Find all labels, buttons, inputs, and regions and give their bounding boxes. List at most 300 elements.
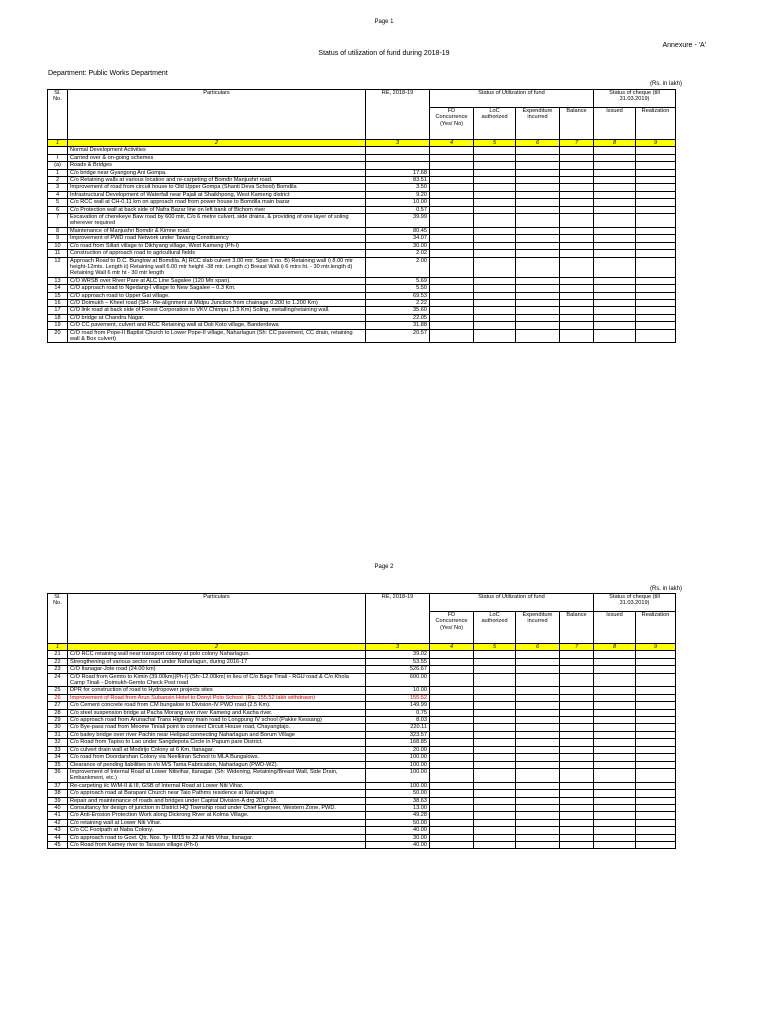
empty-cell — [474, 191, 516, 198]
empty-cell — [474, 841, 516, 848]
empty-cell — [430, 709, 474, 716]
empty-cell — [430, 702, 474, 709]
empty-cell — [516, 314, 560, 321]
empty-cell — [474, 277, 516, 284]
empty-cell — [560, 285, 594, 292]
empty-cell — [516, 717, 560, 724]
empty-cell — [430, 731, 474, 738]
header-status-fund: Status of Utilization of fund — [430, 90, 594, 108]
empty-cell — [430, 292, 474, 299]
row-particulars: C/O Doimukh – Kheel road (SH:- Re-alignment at Midpu Junction from chainage 0.200 to 1.200 Km) — [68, 299, 366, 306]
empty-cell — [560, 761, 594, 768]
empty-cell — [430, 687, 474, 694]
table-row — [48, 666, 676, 673]
empty-cell — [636, 797, 676, 804]
row-particulars: Clearance of pending liabilities in r/o M/S Tama Fabrication, Naharlagun (PWD-WZ). — [68, 761, 366, 768]
empty-cell — [560, 702, 594, 709]
empty-cell — [594, 790, 636, 797]
table-row — [48, 694, 676, 701]
row-particulars: C/O Itanagar-Jote road (24.00 km) — [68, 666, 366, 673]
empty-cell — [636, 841, 676, 848]
empty-cell — [594, 739, 636, 746]
empty-cell — [474, 666, 516, 673]
empty-cell — [594, 827, 636, 834]
empty-cell — [560, 782, 594, 789]
empty-cell — [560, 812, 594, 819]
row-re-value: 13.00 — [366, 804, 430, 811]
header-particulars: Particulars — [68, 594, 366, 644]
row-particulars: Improvement of Road from Arun Subansiri Hotel to Donyi Polo School. (Rs. 155.52 lakh withdrawn) — [68, 694, 366, 701]
row-sl-no: 36 — [48, 768, 68, 782]
table-row — [48, 184, 676, 191]
empty-cell — [474, 314, 516, 321]
empty-cell — [474, 834, 516, 841]
row-re-value: 40.00 — [366, 841, 430, 848]
empty-cell — [430, 768, 474, 782]
empty-cell — [560, 250, 594, 257]
section-row: (a) Roads & Bridges — [48, 162, 676, 169]
empty-cell — [474, 754, 516, 761]
row-sl-no: 35 — [48, 761, 68, 768]
empty-cell — [430, 834, 474, 841]
row-sl-no: 20 — [48, 329, 68, 343]
table-row — [48, 812, 676, 819]
empty-cell — [594, 191, 636, 198]
empty-cell — [430, 790, 474, 797]
table-row — [48, 177, 676, 184]
page-number: Page 2 — [374, 564, 394, 570]
table-row — [48, 314, 676, 321]
row-sl-no: 39 — [48, 797, 68, 804]
table-row — [48, 307, 676, 314]
empty-cell — [594, 250, 636, 257]
empty-cell — [594, 687, 636, 694]
row-sl-no: 2 — [48, 177, 68, 184]
row-sl-no: 6 — [48, 206, 68, 213]
row-sl-no: 11 — [48, 250, 68, 257]
empty-cell — [560, 739, 594, 746]
empty-cell — [430, 169, 474, 176]
empty-cell — [430, 724, 474, 731]
empty-cell — [430, 307, 474, 314]
row-re-value: 50.00 — [366, 819, 430, 826]
row-sl-no: 14 — [48, 285, 68, 292]
empty-cell — [594, 694, 636, 701]
row-particulars: Maintenance of Manjushri Bomdir & Kimne road. — [68, 227, 366, 234]
empty-cell — [594, 754, 636, 761]
empty-cell — [516, 731, 560, 738]
empty-cell — [516, 292, 560, 299]
empty-cell — [560, 227, 594, 234]
row-particulars: Infrastructural Development of Waterfall near Pajali at Shaikhpong, West Kameng district — [68, 191, 366, 198]
empty-cell — [516, 329, 560, 343]
table-row — [48, 673, 676, 687]
empty-cell — [636, 717, 676, 724]
empty-cell — [430, 746, 474, 753]
row-re-value: 0.57 — [366, 206, 430, 213]
index-cell: 6 — [516, 140, 560, 147]
row-particulars: C/o CC Footpath at Naba Colony. — [68, 827, 366, 834]
empty-cell — [594, 702, 636, 709]
row-re-value: 30.00 — [366, 242, 430, 249]
empty-cell — [474, 285, 516, 292]
empty-cell — [516, 746, 560, 753]
empty-cell — [636, 827, 676, 834]
empty-cell — [560, 329, 594, 343]
empty-cell — [430, 739, 474, 746]
empty-cell — [560, 292, 594, 299]
empty-cell — [560, 651, 594, 658]
empty-cell — [474, 804, 516, 811]
header-balance: Balance — [560, 612, 594, 644]
row-re-value: 155.52 — [366, 694, 430, 701]
empty-cell — [430, 250, 474, 257]
table-row — [48, 322, 676, 329]
empty-cell — [430, 214, 474, 228]
index-cell: 1 — [48, 644, 68, 651]
header-sl-no: Sl. No. — [48, 90, 68, 140]
empty-cell — [516, 761, 560, 768]
table-row — [48, 250, 676, 257]
table-row — [48, 191, 676, 198]
empty-cell — [474, 812, 516, 819]
empty-cell — [430, 694, 474, 701]
row-sl-no: 22 — [48, 658, 68, 665]
empty-cell — [594, 834, 636, 841]
empty-cell — [636, 214, 676, 228]
empty-cell — [560, 731, 594, 738]
empty-cell — [636, 285, 676, 292]
empty-cell — [430, 782, 474, 789]
empty-cell — [636, 761, 676, 768]
empty-cell — [474, 227, 516, 234]
empty-cell — [474, 184, 516, 191]
empty-cell — [636, 191, 676, 198]
row-sl-no: 24 — [48, 673, 68, 687]
row-sl-no: 31 — [48, 731, 68, 738]
table-row — [48, 329, 676, 343]
row-sl-no: 34 — [48, 754, 68, 761]
empty-cell — [636, 206, 676, 213]
row-particulars: C/o approach road to Govt. Qtr. Nos. Ty- III/15 to 22 at Niti Vihar, Itanagar. — [68, 834, 366, 841]
empty-cell — [430, 235, 474, 242]
empty-cell — [636, 227, 676, 234]
empty-cell — [636, 277, 676, 284]
empty-cell — [474, 214, 516, 228]
index-cell: 8 — [594, 140, 636, 147]
annexure-label: Annexure - 'A' — [662, 42, 706, 49]
table-row — [48, 257, 676, 277]
empty-cell — [430, 177, 474, 184]
empty-cell — [594, 299, 636, 306]
empty-cell — [430, 761, 474, 768]
empty-cell — [474, 257, 516, 277]
empty-cell — [516, 819, 560, 826]
row-particulars: C/O road from Pope-II Baptist Church to Lower Pope-II village, Naharlagun (Sh: CC pavement, CC drain, retaining wall & Box culvert) — [68, 329, 366, 343]
empty-cell — [474, 250, 516, 257]
empty-cell — [636, 307, 676, 314]
empty-cell — [474, 746, 516, 753]
row-sl-no: 23 — [48, 666, 68, 673]
empty-cell — [636, 782, 676, 789]
empty-cell — [560, 819, 594, 826]
empty-cell — [430, 329, 474, 343]
empty-cell — [560, 199, 594, 206]
empty-cell — [560, 724, 594, 731]
empty-cell — [636, 257, 676, 277]
row-re-value: 149.99 — [366, 702, 430, 709]
empty-cell — [474, 199, 516, 206]
empty-cell — [560, 804, 594, 811]
empty-cell — [636, 651, 676, 658]
empty-cell — [516, 804, 560, 811]
empty-cell — [636, 754, 676, 761]
empty-cell — [594, 257, 636, 277]
row-re-value: 20.00 — [366, 746, 430, 753]
header-realization: Realization — [636, 108, 676, 140]
row-sl-no: 40 — [48, 804, 68, 811]
empty-cell — [474, 169, 516, 176]
empty-cell — [430, 227, 474, 234]
header-balance: Balance — [560, 108, 594, 140]
empty-cell — [516, 702, 560, 709]
table-row — [48, 797, 676, 804]
empty-cell — [516, 790, 560, 797]
empty-cell — [560, 277, 594, 284]
empty-cell — [636, 673, 676, 687]
empty-cell — [430, 257, 474, 277]
index-cell: 3 — [366, 140, 430, 147]
empty-cell — [636, 790, 676, 797]
row-sl-no: 45 — [48, 841, 68, 848]
empty-cell — [636, 731, 676, 738]
row-sl-no: 15 — [48, 292, 68, 299]
empty-cell — [594, 819, 636, 826]
empty-cell — [430, 673, 474, 687]
empty-cell — [560, 322, 594, 329]
empty-cell — [474, 242, 516, 249]
empty-cell — [594, 797, 636, 804]
row-sl-no: 37 — [48, 782, 68, 789]
empty-cell — [474, 177, 516, 184]
row-sl-no: 13 — [48, 277, 68, 284]
empty-cell — [636, 724, 676, 731]
empty-cell — [516, 214, 560, 228]
row-re-value: 50.00 — [366, 790, 430, 797]
table-row — [48, 717, 676, 724]
empty-cell — [560, 687, 594, 694]
row-particulars: C/O CC pavement, culvert and RCC Retaining wall at Doli Koto village, Banderdewa — [68, 322, 366, 329]
table-row — [48, 206, 676, 213]
table-row — [48, 782, 676, 789]
row-sl-no: 16 — [48, 299, 68, 306]
empty-cell — [560, 257, 594, 277]
empty-cell — [560, 709, 594, 716]
table-row — [48, 169, 676, 176]
empty-cell — [560, 191, 594, 198]
empty-cell — [474, 307, 516, 314]
header-status-cheque: Status of cheque (till 31.03.2019) — [594, 594, 676, 612]
table-row — [48, 709, 676, 716]
row-particulars: C/O Road from Gemto to Kimin (39.00km)(Ph-I) (Sh:-12.00km) in lieu of C/o Bage Tinali - RGU road & C/o Khola Camp Tinali - Doimukh-Gemto Check Post road — [68, 673, 366, 687]
empty-cell — [636, 177, 676, 184]
page-1 — [0, 0, 768, 500]
empty-cell — [560, 746, 594, 753]
row-sl-no: 12 — [48, 257, 68, 277]
empty-cell — [560, 299, 594, 306]
empty-cell — [516, 285, 560, 292]
empty-cell — [636, 702, 676, 709]
header-re: RE, 2018-19 — [366, 594, 430, 644]
table-row — [48, 819, 676, 826]
index-cell: 8 — [594, 644, 636, 651]
empty-cell — [594, 658, 636, 665]
empty-cell — [594, 235, 636, 242]
table-row — [48, 702, 676, 709]
row-re-value: 22.05 — [366, 314, 430, 321]
table-row — [48, 687, 676, 694]
empty-cell — [560, 169, 594, 176]
empty-cell — [594, 199, 636, 206]
empty-cell — [594, 314, 636, 321]
empty-cell — [474, 206, 516, 213]
table-row — [48, 299, 676, 306]
header-issued: Issued — [594, 612, 636, 644]
row-particulars: C/o Road from Tapiso to Lao under Sangdepota Circle in Papum pare District. — [68, 739, 366, 746]
empty-cell — [516, 841, 560, 848]
empty-cell — [594, 782, 636, 789]
row-sl-no: 1 — [48, 169, 68, 176]
section-row: I Carried over & on-going schemes — [48, 154, 676, 161]
table-row — [48, 746, 676, 753]
empty-cell — [594, 307, 636, 314]
empty-cell — [430, 841, 474, 848]
fund-table-page-2 — [47, 593, 676, 849]
row-sl-no: 19 — [48, 322, 68, 329]
row-re-value: 34.07 — [366, 235, 430, 242]
empty-cell — [560, 797, 594, 804]
row-sl-no: 43 — [48, 827, 68, 834]
empty-cell — [516, 827, 560, 834]
row-sl-no: 26 — [48, 694, 68, 701]
empty-cell — [594, 242, 636, 249]
empty-cell — [474, 782, 516, 789]
row-sl-no: 29 — [48, 717, 68, 724]
header-particulars: Particulars — [68, 90, 366, 140]
empty-cell — [516, 724, 560, 731]
empty-cell — [474, 651, 516, 658]
row-re-value: 526.67 — [366, 666, 430, 673]
fund-table-page-1 — [47, 89, 676, 343]
empty-cell — [636, 329, 676, 343]
row-particulars: Re-carpeting i/c W/M-II & III, GSB of Internal Road at Lower Niti Vihar. — [68, 782, 366, 789]
empty-cell — [594, 804, 636, 811]
empty-cell — [474, 299, 516, 306]
empty-cell — [474, 329, 516, 343]
row-particulars: Strengthening of various sector road under Naharlagun, during 2016-17 — [68, 658, 366, 665]
index-cell: 6 — [516, 644, 560, 651]
table-row — [48, 724, 676, 731]
row-re-value: 323.57 — [366, 731, 430, 738]
empty-cell — [636, 292, 676, 299]
row-re-value: 38.63 — [366, 797, 430, 804]
empty-cell — [430, 191, 474, 198]
empty-cell — [516, 257, 560, 277]
row-particulars: C/o approach road at Barapani Church near Taio Pathms residence at Naharlagun — [68, 790, 366, 797]
row-sl-no: 32 — [48, 739, 68, 746]
index-cell: 2 — [68, 644, 366, 651]
department-label: Department: Public Works Department — [48, 70, 168, 77]
empty-cell — [430, 299, 474, 306]
table-row — [48, 841, 676, 848]
section-label: Normal Development Activities — [68, 147, 366, 154]
empty-cell — [594, 673, 636, 687]
header-realization: Realization — [636, 612, 676, 644]
empty-cell — [560, 694, 594, 701]
empty-cell — [560, 314, 594, 321]
document-title: Status of utilization of fund during 2018-19 — [318, 50, 450, 57]
empty-cell — [430, 314, 474, 321]
header-fd: FD Concurrence (Yes/ No) — [430, 108, 474, 140]
empty-cell — [430, 804, 474, 811]
empty-cell — [516, 199, 560, 206]
row-re-value: 20.57 — [366, 329, 430, 343]
empty-cell — [516, 812, 560, 819]
row-sl-no: 4 — [48, 191, 68, 198]
empty-cell — [636, 834, 676, 841]
empty-cell — [516, 658, 560, 665]
empty-cell — [560, 841, 594, 848]
empty-cell — [474, 702, 516, 709]
row-particulars: C/o Road from Kamey river to Tarasso village (Ph-I) — [68, 841, 366, 848]
empty-cell — [474, 717, 516, 724]
empty-cell — [636, 199, 676, 206]
row-sl-no: 17 — [48, 307, 68, 314]
empty-cell — [430, 754, 474, 761]
page-number: Page 1 — [374, 19, 394, 25]
row-particulars: DPR for construction of road to Hydropower projects sites — [68, 687, 366, 694]
empty-cell — [474, 797, 516, 804]
row-particulars: Consultancy for design of junction in District HQ Township road under Chief Engineer, Western Zone, PWD. — [68, 804, 366, 811]
row-re-value: 5.69 — [366, 277, 430, 284]
index-cell: 4 — [430, 140, 474, 147]
header-issued: Issued — [594, 108, 636, 140]
empty-cell — [516, 250, 560, 257]
empty-cell — [474, 768, 516, 782]
empty-cell — [474, 235, 516, 242]
table-row — [48, 292, 676, 299]
row-particulars: C/o RCC wall at CH-0.11 km on approach road from power house to Bomdila main bazar — [68, 199, 366, 206]
empty-cell — [516, 242, 560, 249]
empty-cell — [594, 768, 636, 782]
row-sl-no: 42 — [48, 819, 68, 826]
row-re-value: 83.51 — [366, 177, 430, 184]
empty-cell — [474, 731, 516, 738]
empty-cell — [594, 666, 636, 673]
row-sl-no: 30 — [48, 724, 68, 731]
table-row — [48, 651, 676, 658]
empty-cell — [594, 841, 636, 848]
index-cell: 9 — [636, 644, 676, 651]
table-row — [48, 227, 676, 234]
table-row — [48, 827, 676, 834]
empty-cell — [430, 717, 474, 724]
row-sl-no: 41 — [48, 812, 68, 819]
empty-cell — [636, 746, 676, 753]
row-sl-no: 7 — [48, 214, 68, 228]
row-re-value: 600.00 — [366, 673, 430, 687]
empty-cell — [516, 206, 560, 213]
